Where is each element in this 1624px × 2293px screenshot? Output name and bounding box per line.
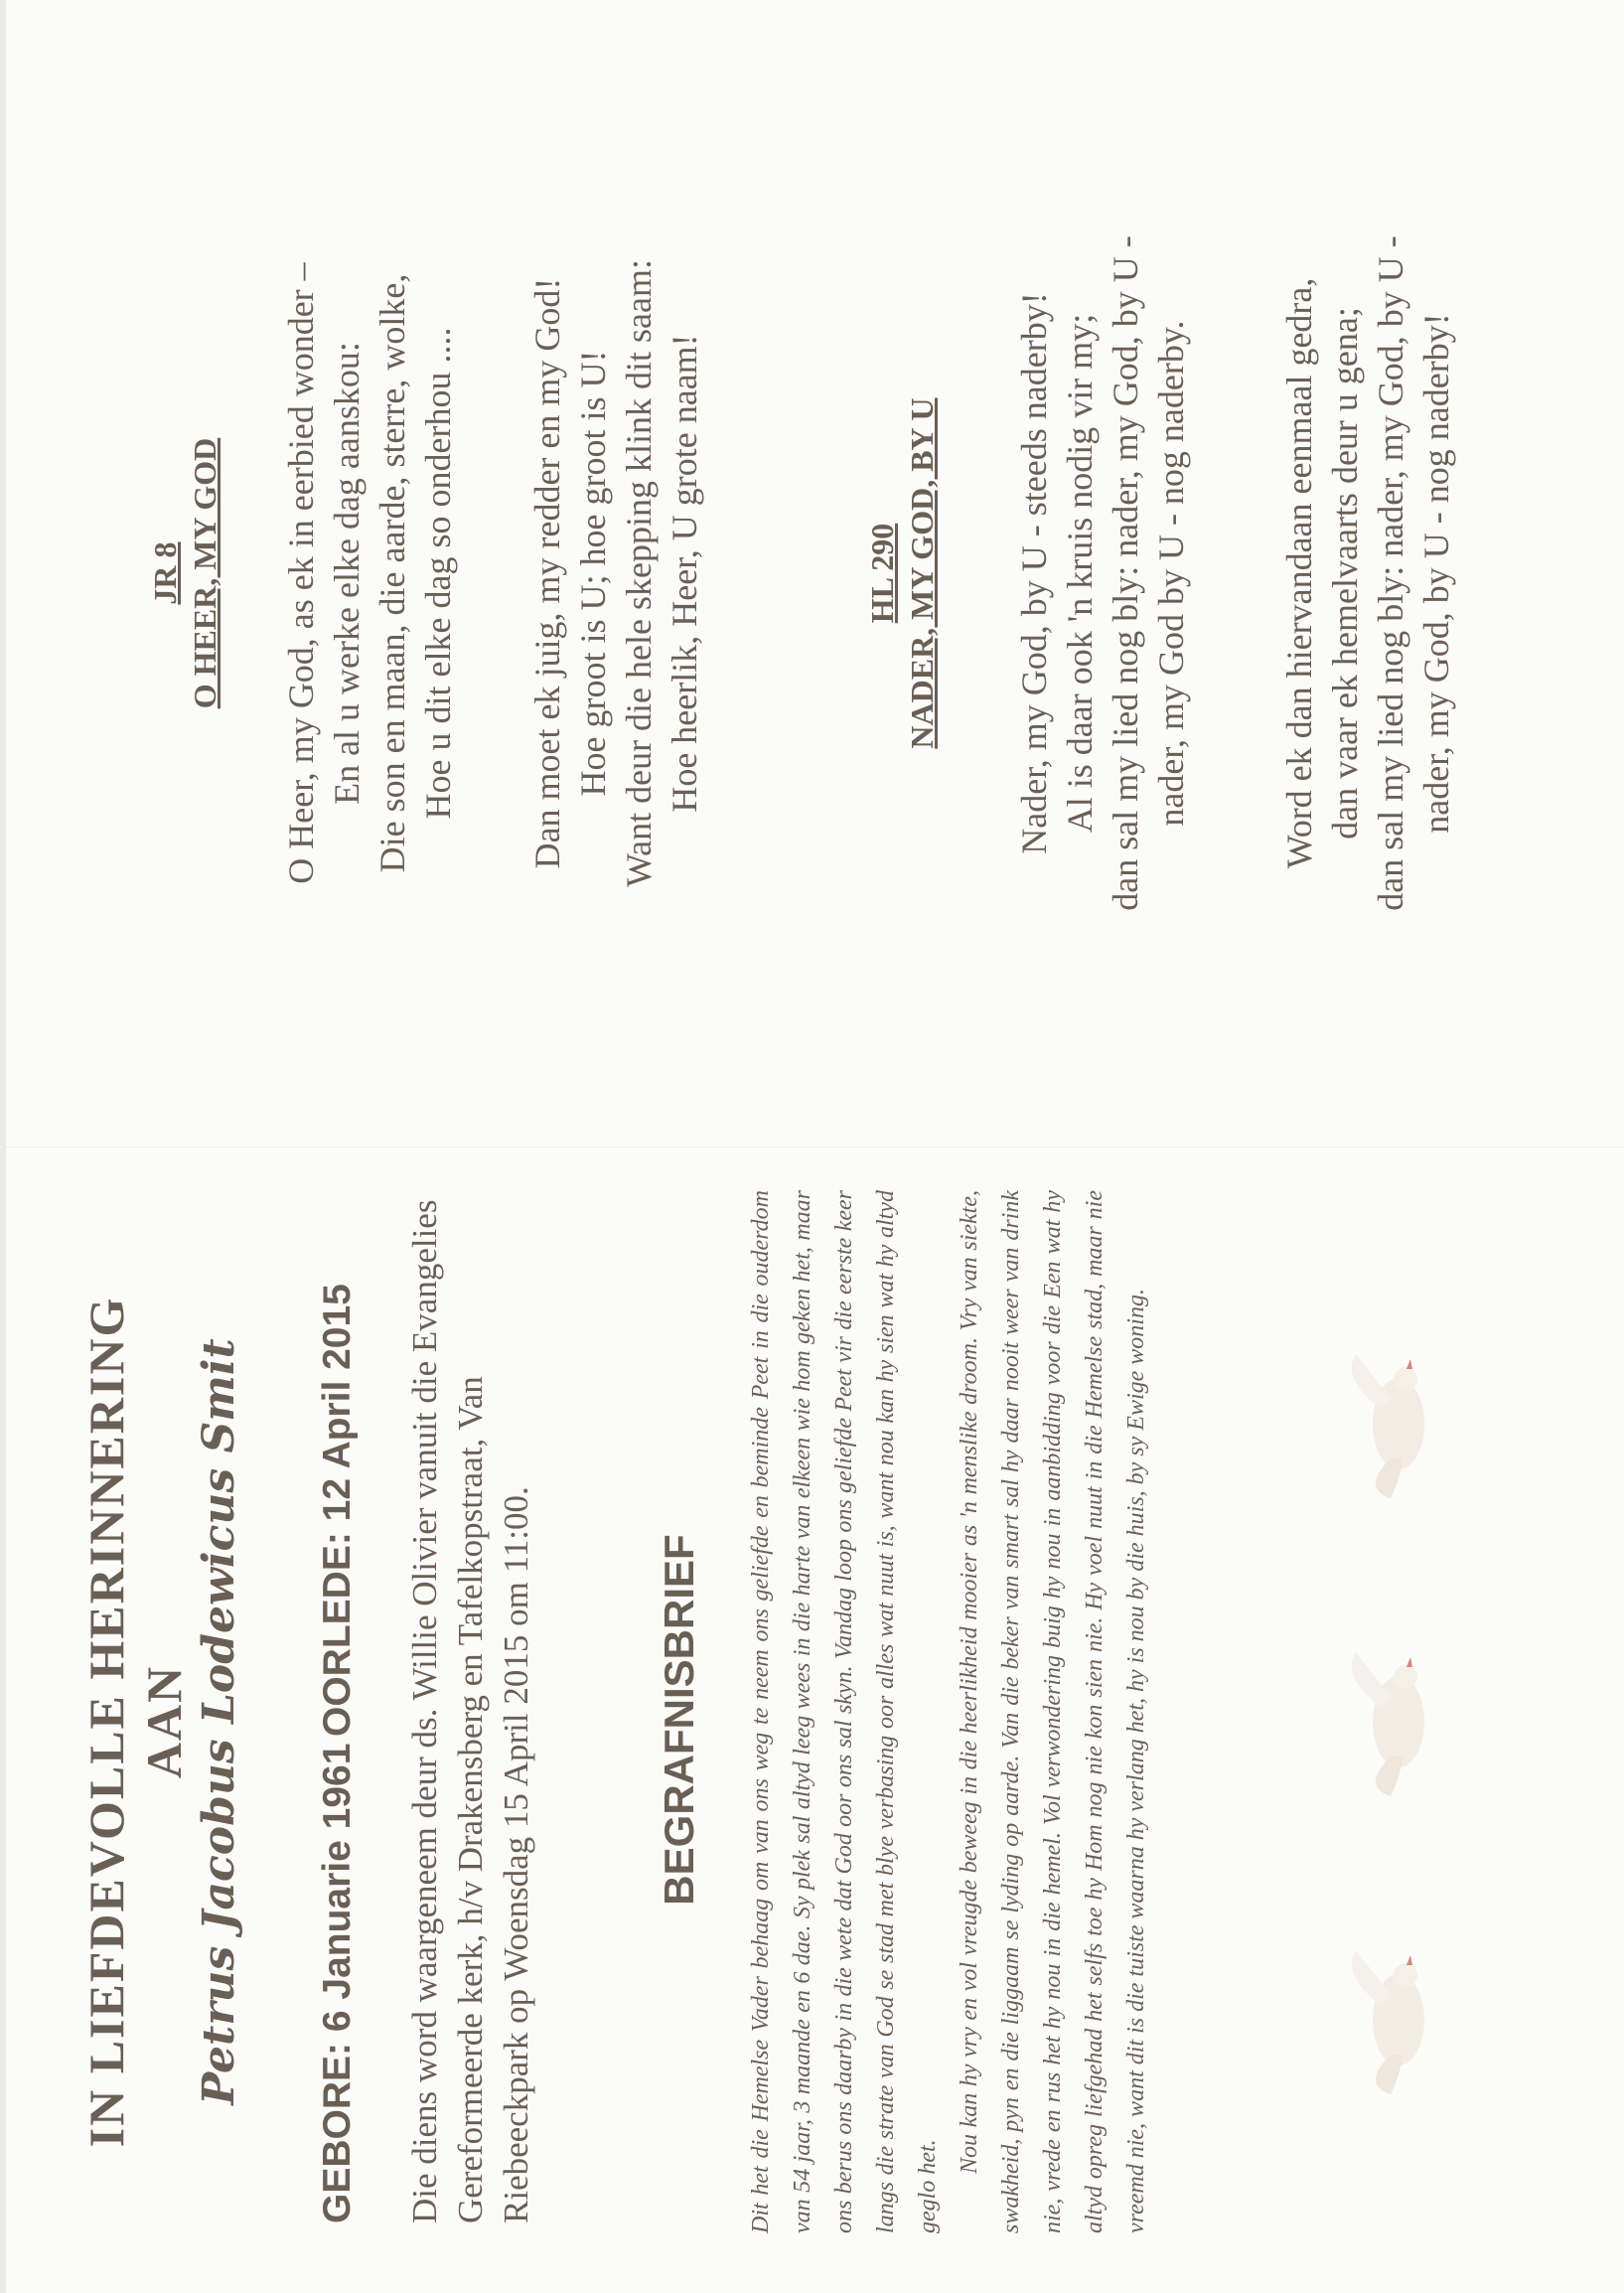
deceased-name: Petrus Jacobus Lodewicus Smit [194,1338,244,2105]
hymn-verse [1276,0,1459,1146]
dove-decoration [1321,1280,1470,2174]
verse-line: O Heer, my God, as ek in eerbied wonder – [281,262,321,884]
verse-line: dan sal my lied nog bly: nader, my God, by U - [1371,235,1410,911]
verse-line: Die son en maan, die aarde, sterre, wolke, [372,273,412,873]
verse-line: nader, my God, by U - nog naderby! [1416,313,1456,834]
hymn-title: NADER, MY GOD, BY U [904,397,940,749]
hymn-verse [278,0,461,1146]
hymn-number: HL 290 [864,523,900,624]
letter-paragraph: Nou kan hy vry en vol vreugde beweeg in die heerlikheid mooier as 'n menslike droom. Vry van siekte, swakheid, pyn en die liggaam se lyding op aarde. Van die beker van smart sal hy daar nooit weer van drink nie, vrede en rus het hy nou in die hemel. Vol verwondering buig hy nou in aanbidding voor die Een wat hy altyd opreg liefgehad het selfs toe hy Hom nog nie kon sien nie. Hy voel nuut in die Hemelse stad, maar nie vreemd nie, want dit is die tuiste waarna hy verlang het, hy is nou by die huis, by sy Ewige woning. [957,1190,1149,2233]
memorial-title: IN LIEFDEVOLLE HERINNERING AAN [78,1296,192,2148]
hymn-title: O HEER, MY GOD [187,437,222,709]
verse-line: Hoe groot is U; hoe groot is U! [573,350,613,797]
verse-line: Nader, my God, by U - steeds naderby! [1014,292,1054,854]
verse-line: Hoe u dit elke dag so onderhou .... [418,327,458,820]
verse-line: Hoe heerlik, Heer, U grote naam! [664,334,704,813]
hymn-verse [1011,0,1194,1146]
hymns-panel [0,0,1624,1146]
dates-row [316,1146,375,2293]
verse-line: Word ek dan hiervandaan eenmaal gedra, [1279,277,1319,869]
verse-line: Dan moet ek juig, my redder en my God! [527,277,567,869]
dove-icon [1321,1637,1470,1816]
verse-line: nader, my God by U - nog naderby. [1151,320,1191,827]
dove-icon [1321,1935,1470,2114]
service-details: Die diens word waargeneem deur ds. Willie Olivier vanuit die Evangelies Gereformeerde kerk, h/v Drakensberg en Tafelkopstraat, Van Riebeeckpark op Woensdag 15 April 2015 om 11:00. [405,1199,535,2223]
verse-line: En al u werke elke dag aanskou: [327,342,367,805]
birth-date: GEBORE: 6 Januarie 1961 [316,1743,359,2223]
hymn-verse [524,0,707,1146]
verse-line: Want deur die hele skepping klink dit saam: [619,259,659,887]
hymn-number: JR 8 [147,541,183,605]
funeral-letter [740,1190,1157,2233]
death-date: OORLEDE: 12 April 2015 [316,1284,359,1737]
letter-heading: BEGRAFNISBRIEF [656,1534,702,1906]
letter-paragraph: Dit het die Hemelse Vader behaag om van ons weg te neem ons geliefde en beminde Peet in die ouderdom van 54 jaar, 3 maande en 6 dae. Sy plek sal altyd leeg wees in die harte van elkeen wie hom geken het, maar ons berus ons daarby in die wete dat God oor ons sal skyn. Vandag loop ons geliefde Peet vir die eerste keer langs die strate van God se stad met blye verbasing oor alles wat nuut is, want nou kan hy sien wat hy altyd geglo het. [748,1190,941,2233]
verse-line: dan sal my lied nog bly: nader, my God, by U - [1106,235,1145,911]
dove-icon [1321,1339,1470,1518]
memorial-panel [0,1146,1624,2293]
verse-line: Al is daar ook 'n kruis nodig vir my; [1060,313,1100,834]
verse-line: dan vaar ek hemelvaarts deur u gena; [1325,307,1365,840]
